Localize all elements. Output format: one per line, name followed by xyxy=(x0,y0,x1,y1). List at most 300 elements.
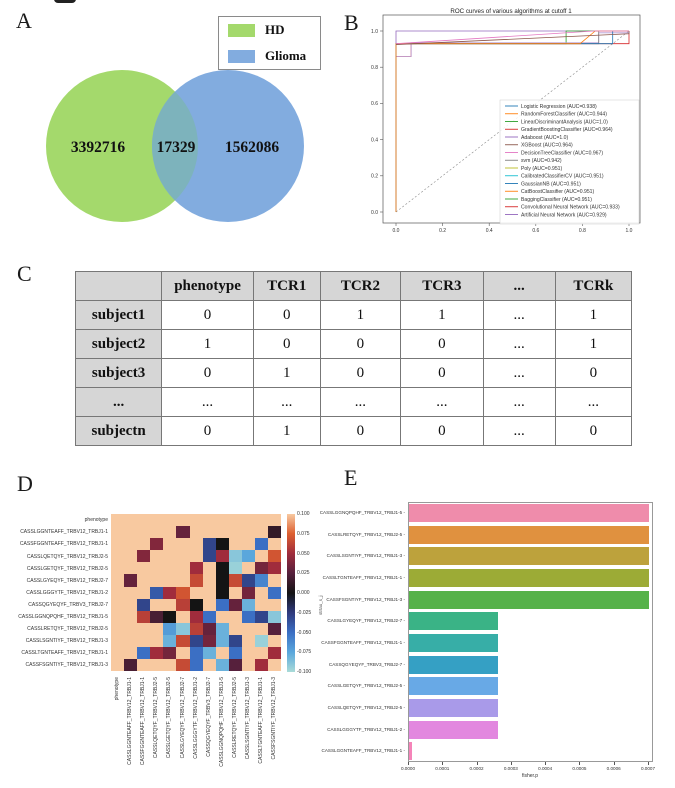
heatmap-cell xyxy=(124,599,137,611)
heatmap-cell xyxy=(268,526,281,538)
table-cell: ... xyxy=(162,388,254,417)
heatmap-col-label: CASSLTGNTEAFF_TRBV12_TRBJ1-1 xyxy=(258,677,265,764)
glioma-legend-label: Glioma xyxy=(265,48,307,63)
fisher-bar-label: CASSLGGNTEAFF_TRBV12_TRBJ1-1 - xyxy=(321,748,405,754)
colorbar-label: strtau_s_j xyxy=(318,595,323,615)
heatmap-row-label: CASSLSGNTIYF_TRBV12_TRBJ1-3 xyxy=(25,638,108,645)
heatmap-cell xyxy=(216,574,229,586)
heatmap-cell xyxy=(255,526,268,538)
colorbar-tick-label: -0.050 xyxy=(297,629,312,636)
table-cell: ... xyxy=(401,388,483,417)
table-cell: 1 xyxy=(401,301,483,330)
heatmap-cell xyxy=(203,574,216,586)
venn-overlap-count: 17329 xyxy=(156,139,196,156)
heatmap-cell xyxy=(163,538,176,550)
heatmap-cell xyxy=(190,635,203,647)
heatmap-cell xyxy=(137,526,150,538)
heatmap-cell xyxy=(124,574,137,586)
table-header-cell: TCRk xyxy=(555,272,631,301)
heatmap-row-label: CASSFSGNTIYF_TRBV12_TRBJ1-3 xyxy=(25,662,108,669)
heatmap-cell xyxy=(268,623,281,635)
heatmap-cell xyxy=(268,550,281,562)
heatmap-cell xyxy=(268,599,281,611)
heatmap-cell xyxy=(203,623,216,635)
colorbar-tick-label: 0.050 xyxy=(297,550,310,557)
table-head xyxy=(76,272,632,301)
table-header-cell: phenotype xyxy=(162,272,254,301)
heatmap-cell xyxy=(137,623,150,635)
roc-x-tick-label: 0.8 xyxy=(578,228,586,234)
heatmap-cell xyxy=(203,611,216,623)
table-cell: ... xyxy=(555,388,631,417)
heatmap-cell xyxy=(255,514,268,526)
heatmap-col-label: phenotype xyxy=(114,677,121,701)
heatmap-cell xyxy=(111,623,124,635)
heatmap-cell xyxy=(255,574,268,586)
heatmap-cell xyxy=(176,562,189,574)
heatmap-cell xyxy=(190,574,203,586)
roc-y-tick-label: 0.0 xyxy=(371,209,378,216)
heatmap-cell xyxy=(203,514,216,526)
fisher-bar-label: CASSLGYEQYF_TRBV12_TRBJ2-7 - xyxy=(327,618,405,624)
colorbar-tick-label: 0.025 xyxy=(297,570,310,577)
heatmap-cell xyxy=(229,635,242,647)
bar-x-tick xyxy=(648,762,649,765)
heatmap-cell xyxy=(190,623,203,635)
heatmap-cell xyxy=(124,635,137,647)
fisher-bar xyxy=(409,547,649,565)
heatmap-cell xyxy=(190,550,203,562)
heatmap-cell xyxy=(163,623,176,635)
glioma-color-swatch xyxy=(228,50,255,63)
table-cell: 1 xyxy=(320,301,401,330)
heatmap-cell xyxy=(190,526,203,538)
heatmap-col-label: CASSLGGNTEAFF_TRBV12_TRBJ1-1 xyxy=(127,677,134,765)
roc-y-tick-label: 0.4 xyxy=(371,137,378,144)
heatmap-cell xyxy=(203,526,216,538)
hd-legend-label: HD xyxy=(265,22,285,37)
roc-y-tick-label: 0.2 xyxy=(371,173,378,180)
heatmap-cell xyxy=(203,562,216,574)
table-cell: 0 xyxy=(320,359,401,388)
heatmap-cell xyxy=(124,659,137,671)
heatmap-col-label: CASSLGGNQPQHF_TRBV12_TRBJ1-5 xyxy=(218,677,225,767)
heatmap-row-label: phenotype xyxy=(84,517,108,524)
heatmap-cell xyxy=(229,623,242,635)
colorbar-tick-label: 0.100 xyxy=(297,511,310,517)
heatmap-cell xyxy=(268,562,281,574)
heatmap-cell xyxy=(111,611,124,623)
row-label-cell: ... xyxy=(76,388,162,417)
table-cell: 0 xyxy=(162,301,254,330)
roc-legend-label: CatBoostClassifier (AUC=0.951) xyxy=(521,189,595,196)
heatmap-col-label: CASSFSGNTIYF_TRBV12_TRBJ1-3 xyxy=(271,677,278,760)
heatmap-cell xyxy=(176,587,189,599)
table-row xyxy=(76,359,632,388)
heatmap-cell xyxy=(255,562,268,574)
heatmap-row-label: CASSQGYEQYF_TRBV3_TRBJ2-7 xyxy=(28,601,108,608)
heatmap-cell xyxy=(137,611,150,623)
heatmap-cell xyxy=(163,550,176,562)
row-label-cell: subjectn xyxy=(76,417,162,446)
heatmap-cell xyxy=(163,562,176,574)
heatmap-cell xyxy=(242,538,255,550)
bar-x-tick xyxy=(477,762,478,765)
heatmap-col-label: CASSLSGNTIYF_TRBV12_TRBJ1-3 xyxy=(245,677,252,760)
row-label-cell: subject1 xyxy=(76,301,162,330)
heatmap-cell xyxy=(268,611,281,623)
table-cell: ... xyxy=(483,388,555,417)
heatmap-cell xyxy=(163,611,176,623)
heatmap-cell xyxy=(176,574,189,586)
heatmap-cell xyxy=(176,635,189,647)
heatmap-col-label: CASSLGGGYTF_TRBV12_TRBJ1-2 xyxy=(192,677,199,759)
fisher-bar-label: CASSFGGNTEAFF_TRBV12_TRBJ1-1 - xyxy=(321,639,405,645)
bar-x-tick-label: 0.0004 xyxy=(538,766,553,771)
heatmap-cell xyxy=(137,635,150,647)
colorbar-tick-label: -0.075 xyxy=(297,649,312,656)
table-cell: ... xyxy=(320,388,401,417)
table-row xyxy=(76,417,632,446)
heatmap-cell xyxy=(216,514,229,526)
heatmap-cell xyxy=(124,550,137,562)
heatmap-cell xyxy=(268,587,281,599)
roc-x-tick-label: 0.0 xyxy=(392,228,400,234)
design-matrix-table-wrap xyxy=(75,271,632,446)
bar-x-tick-label: 0.0002 xyxy=(469,766,484,771)
bar-x-tick-label: 0.0007 xyxy=(640,766,656,771)
heatmap-cell xyxy=(242,611,255,623)
roc-legend-label: Poly (AUC=0.951) xyxy=(521,165,563,172)
heatmap-cell xyxy=(242,623,255,635)
fisher-bar-label: CASSQGYEQYF_TRBV3_TRBJ2-7 - xyxy=(328,661,405,667)
roc-x-tick-label: 0.2 xyxy=(439,228,447,234)
venn-diagram xyxy=(40,66,316,230)
heatmap-cell xyxy=(163,647,176,659)
roc-legend-label: CalibratedClassifierCV (AUC=0.951) xyxy=(521,173,604,180)
fisher-bar-label: CASSFSGNTIYF_TRBV12_TRBJ1-3 - xyxy=(326,596,405,602)
heatmap-row-label: CASSLTGNTEAFF_TRBV12_TRBJ1-1 xyxy=(21,650,108,657)
heatmap-cell xyxy=(242,659,255,671)
hd-color-swatch xyxy=(228,24,255,37)
table-cell: 1 xyxy=(253,417,320,446)
fisher-bar-label: CASSLSGNTIYF_TRBV12_TRBJ1-3 - xyxy=(326,553,405,559)
bar-x-tick xyxy=(545,762,546,765)
roc-x-tick-label: 0.4 xyxy=(485,228,493,234)
table-cell: 0 xyxy=(253,301,320,330)
table-cell: 0 xyxy=(401,417,483,446)
roc-legend-label: BaggingClassifier (AUC=0.951) xyxy=(521,196,592,203)
heatmap-cell xyxy=(216,623,229,635)
table-cell: 1 xyxy=(555,330,631,359)
heatmap-grid xyxy=(111,514,281,671)
heatmap-cell xyxy=(229,587,242,599)
table-cell: 1 xyxy=(162,330,254,359)
heatmap-cell xyxy=(150,623,163,635)
heatmap-col-label: CASSQGYEQYF_TRBV3_TRBJ2-7 xyxy=(205,677,212,757)
roc-legend-label: DecisionTreeClassifier (AUC=0.967) xyxy=(521,150,604,157)
heatmap-cell xyxy=(216,635,229,647)
roc-title: ROC curves of various algorithms at cutoff 1 xyxy=(450,8,572,15)
heatmap-cell xyxy=(124,647,137,659)
table-cell: 0 xyxy=(253,330,320,359)
table-row xyxy=(76,388,632,417)
heatmap-cell xyxy=(124,538,137,550)
heatmap-col-label: CASSFGGNTEAFF_TRBV12_TRBJ1-1 xyxy=(140,677,147,766)
heatmap-cell xyxy=(163,587,176,599)
roc-legend-label: GaussianNB (AUC=0.951) xyxy=(521,181,581,188)
heatmap-cell xyxy=(190,587,203,599)
heatmap-cell xyxy=(203,550,216,562)
roc-legend-label: LinearDiscriminantAnalysis (AUC=1.0) xyxy=(521,119,608,126)
venn-legend xyxy=(218,16,321,70)
roc-chart xyxy=(340,5,675,250)
heatmap-row-label: CASSLGGNQPQHF_TRBV12_TRBJ1-5 xyxy=(18,614,108,620)
heatmap-cell xyxy=(163,659,176,671)
heatmap-cell xyxy=(216,526,229,538)
heatmap-cell xyxy=(229,647,242,659)
roc-legend-label: Artificial Neural Network (AUC=0.929) xyxy=(521,212,607,219)
heatmap-cell xyxy=(137,647,150,659)
heatmap-cell xyxy=(150,538,163,550)
fisher-bar xyxy=(409,656,498,674)
heatmap-cell xyxy=(137,562,150,574)
table-header-cell: TCR3 xyxy=(401,272,483,301)
panel-label-d: D xyxy=(17,471,33,496)
heatmap-cell xyxy=(229,514,242,526)
bar-x-tick xyxy=(408,762,409,765)
heatmap-cell xyxy=(216,562,229,574)
table-cell: 0 xyxy=(555,359,631,388)
heatmap-cell xyxy=(150,562,163,574)
heatmap-cell xyxy=(150,647,163,659)
heatmap-cell xyxy=(203,659,216,671)
table-cell: ... xyxy=(483,417,555,446)
heatmap-cell xyxy=(124,611,137,623)
heatmap-cell xyxy=(176,599,189,611)
table-header-cell: TCR1 xyxy=(253,272,320,301)
heatmap-cell xyxy=(229,526,242,538)
heatmap-cell xyxy=(111,659,124,671)
table-row xyxy=(76,301,632,330)
venn-left-count: 3392716 xyxy=(70,139,126,156)
table-header-row xyxy=(76,272,632,301)
heatmap-cell xyxy=(268,647,281,659)
heatmap-cell xyxy=(216,550,229,562)
venn-right-count: 1562086 xyxy=(224,139,280,156)
fisher-bar-label: CASSLGETQYF_TRBV12_TRBJ2-5 - xyxy=(327,683,405,689)
heatmap-cell xyxy=(242,574,255,586)
heatmap-cell xyxy=(124,514,137,526)
heatmap-cell xyxy=(150,611,163,623)
heatmap-cell xyxy=(111,562,124,574)
heatmap-cell xyxy=(190,599,203,611)
heatmap-cell xyxy=(150,635,163,647)
heatmap-cell xyxy=(176,611,189,623)
panel-label-a: A xyxy=(16,8,32,33)
heatmap-cell xyxy=(216,647,229,659)
heatmap-cell xyxy=(268,538,281,550)
fisher-bar-label: CASSLGGNQPQHF_TRBV12_TRBJ1-5 - xyxy=(319,509,405,515)
roc-legend-label: Convolutional Neural Network (AUC=0.933) xyxy=(521,204,620,211)
heatmap-cell xyxy=(242,647,255,659)
bar-x-tick xyxy=(614,762,615,765)
heatmap-cell xyxy=(176,659,189,671)
heatmap-cell xyxy=(163,526,176,538)
heatmap-cell xyxy=(255,611,268,623)
heatmap-cell xyxy=(255,550,268,562)
heatmap-cell xyxy=(203,635,216,647)
heatmap-colorbar xyxy=(287,514,295,672)
fisher-bar xyxy=(409,699,498,717)
cropped-text-remnant xyxy=(54,0,76,3)
heatmap-cell xyxy=(190,647,203,659)
colorbar-tick-label: -0.100 xyxy=(297,669,312,675)
heatmap-cell xyxy=(124,526,137,538)
heatmap-cell xyxy=(163,574,176,586)
roc-legend-label: svm (AUC=0.942) xyxy=(521,158,562,165)
heatmap-cell xyxy=(137,550,150,562)
roc-y-tick-label: 0.8 xyxy=(371,65,378,71)
table-header-cell: TCR2 xyxy=(320,272,401,301)
fisher-bar xyxy=(409,612,498,630)
heatmap-cell xyxy=(137,574,150,586)
heatmap-cell xyxy=(150,550,163,562)
heatmap-cell xyxy=(268,514,281,526)
heatmap-cell xyxy=(242,587,255,599)
heatmap-cell xyxy=(229,562,242,574)
heatmap-cell xyxy=(111,574,124,586)
heatmap-cell xyxy=(176,514,189,526)
roc-curve-decisiontreeclassifier xyxy=(396,31,629,44)
roc-legend-label: Logistic Regression (AUC=0.938) xyxy=(521,103,597,110)
fisher-bar xyxy=(409,721,498,739)
heatmap-cell xyxy=(229,574,242,586)
heatmap-cell xyxy=(111,526,124,538)
roc-x-tick-label: 1.0 xyxy=(625,228,633,234)
bar-x-tick xyxy=(579,762,580,765)
fisher-bar-label: CASSLQETQYF_TRBV12_TRBJ2-5 - xyxy=(327,704,405,710)
heatmap-row-label: CASSLGETQYF_TRBV12_TRBJ2-5 xyxy=(26,565,108,572)
heatmap-cell xyxy=(229,611,242,623)
heatmap-cell xyxy=(268,635,281,647)
heatmap-row-label: CASSFGGNTEAFF_TRBV12_TRBJ1-1 xyxy=(19,541,108,548)
heatmap-cell xyxy=(216,659,229,671)
heatmap-cell xyxy=(163,635,176,647)
heatmap-cell xyxy=(124,562,137,574)
roc-y-tick-label: 0.6 xyxy=(371,101,378,108)
panel-label-b: B xyxy=(344,10,359,35)
roc-legend-label: XGBoost (AUC=0.964) xyxy=(521,142,573,149)
table-body xyxy=(76,301,632,446)
colorbar-tick-label: -0.025 xyxy=(297,609,312,616)
heatmap-cell xyxy=(203,587,216,599)
heatmap-cell xyxy=(150,587,163,599)
heatmap-col-label: CASSLRETQYF_TRBV12_TRBJ2-5 xyxy=(231,677,238,758)
fisher-bar-label: CASSLTGNTEAFF_TRBV12_TRBJ1-1 - xyxy=(322,574,405,580)
bar-x-tick-label: 0.0001 xyxy=(435,766,450,771)
heatmap-cell xyxy=(255,538,268,550)
fisher-bar xyxy=(409,591,649,609)
table-cell: 1 xyxy=(555,301,631,330)
heatmap-cell xyxy=(242,599,255,611)
heatmap-cell xyxy=(229,550,242,562)
heatmap-cell xyxy=(111,647,124,659)
heatmap-row-label: CASSLQETQYF_TRBV12_TRBJ2-5 xyxy=(26,553,108,560)
table-cell: 1 xyxy=(253,359,320,388)
heatmap-cell xyxy=(137,514,150,526)
heatmap-cell xyxy=(203,599,216,611)
heatmap-cell xyxy=(176,550,189,562)
bar-x-tick-label: 0.0006 xyxy=(606,766,621,771)
heatmap-cell xyxy=(268,659,281,671)
heatmap-col-label: CASSLGYEQYF_TRBV12_TRBJ2-7 xyxy=(179,677,186,759)
heatmap-row-label: CASSLRETQYF_TRBV12_TRBJ2-5 xyxy=(27,626,108,633)
design-matrix-table xyxy=(75,271,632,446)
heatmap-cell xyxy=(216,599,229,611)
roc-legend-label: GradientBoostingClassifier (AUC=0.964) xyxy=(521,127,613,134)
bar-x-tick-label: 0.0005 xyxy=(572,766,587,771)
heatmap-cell xyxy=(150,659,163,671)
bar-x-tick xyxy=(442,762,443,765)
heatmap-cell xyxy=(190,514,203,526)
roc-legend-label: RandomForestClassifier (AUC=0.944) xyxy=(521,111,607,118)
heatmap-cell xyxy=(176,526,189,538)
heatmap-cell xyxy=(242,550,255,562)
heatmap-row-label: CASSLGGNTEAFF_TRBV12_TRBJ1-1 xyxy=(20,529,108,536)
heatmap-cell xyxy=(242,562,255,574)
heatmap-cell xyxy=(111,550,124,562)
heatmap-cell xyxy=(203,647,216,659)
table-cell: 0 xyxy=(320,330,401,359)
bar-x-tick-label: 0.0003 xyxy=(503,766,518,771)
roc-y-tick-label: 1.0 xyxy=(371,28,378,35)
panel-label-e: E xyxy=(344,465,358,490)
heatmap-cell xyxy=(124,623,137,635)
heatmap-cell xyxy=(255,635,268,647)
fisher-bar xyxy=(409,677,498,695)
heatmap-cell xyxy=(203,538,216,550)
heatmap-cell xyxy=(150,526,163,538)
heatmap-cell xyxy=(137,538,150,550)
bar-x-axis-label: fisher.p xyxy=(521,773,539,779)
heatmap-cell xyxy=(255,587,268,599)
heatmap-cell xyxy=(163,599,176,611)
heatmap-col-label: CASSLQETQYF_TRBV12_TRBJ2-5 xyxy=(153,677,160,759)
heatmap-cell xyxy=(242,514,255,526)
table-cell: ... xyxy=(483,301,555,330)
heatmap-cell xyxy=(242,526,255,538)
heatmap-col-label: CASSLGETQYF_TRBV12_TRBJ2-5 xyxy=(166,677,173,759)
heatmap-cell xyxy=(190,538,203,550)
heatmap-cell xyxy=(190,611,203,623)
heatmap-cell xyxy=(176,538,189,550)
table-cell: 0 xyxy=(162,359,254,388)
roc-legend-label: Adaboost (AUC=1.0) xyxy=(521,134,569,141)
table-cell: 0 xyxy=(401,330,483,359)
fisher-bar-label: CASSLRETQYF_TRBV12_TRBJ2-5 - xyxy=(327,531,405,537)
heatmap-cell xyxy=(111,599,124,611)
roc-x-tick-label: 0.6 xyxy=(532,228,540,234)
heatmap-cell xyxy=(163,514,176,526)
table-cell: 0 xyxy=(555,417,631,446)
heatmap-cell xyxy=(111,635,124,647)
table-cell: ... xyxy=(483,330,555,359)
table-cell: 0 xyxy=(162,417,254,446)
venn-legend-item-hd xyxy=(219,17,320,43)
fisher-bar-label: CASSLGGGYTF_TRBV12_TRBJ1-2 - xyxy=(327,726,405,732)
row-label-cell: subject3 xyxy=(76,359,162,388)
